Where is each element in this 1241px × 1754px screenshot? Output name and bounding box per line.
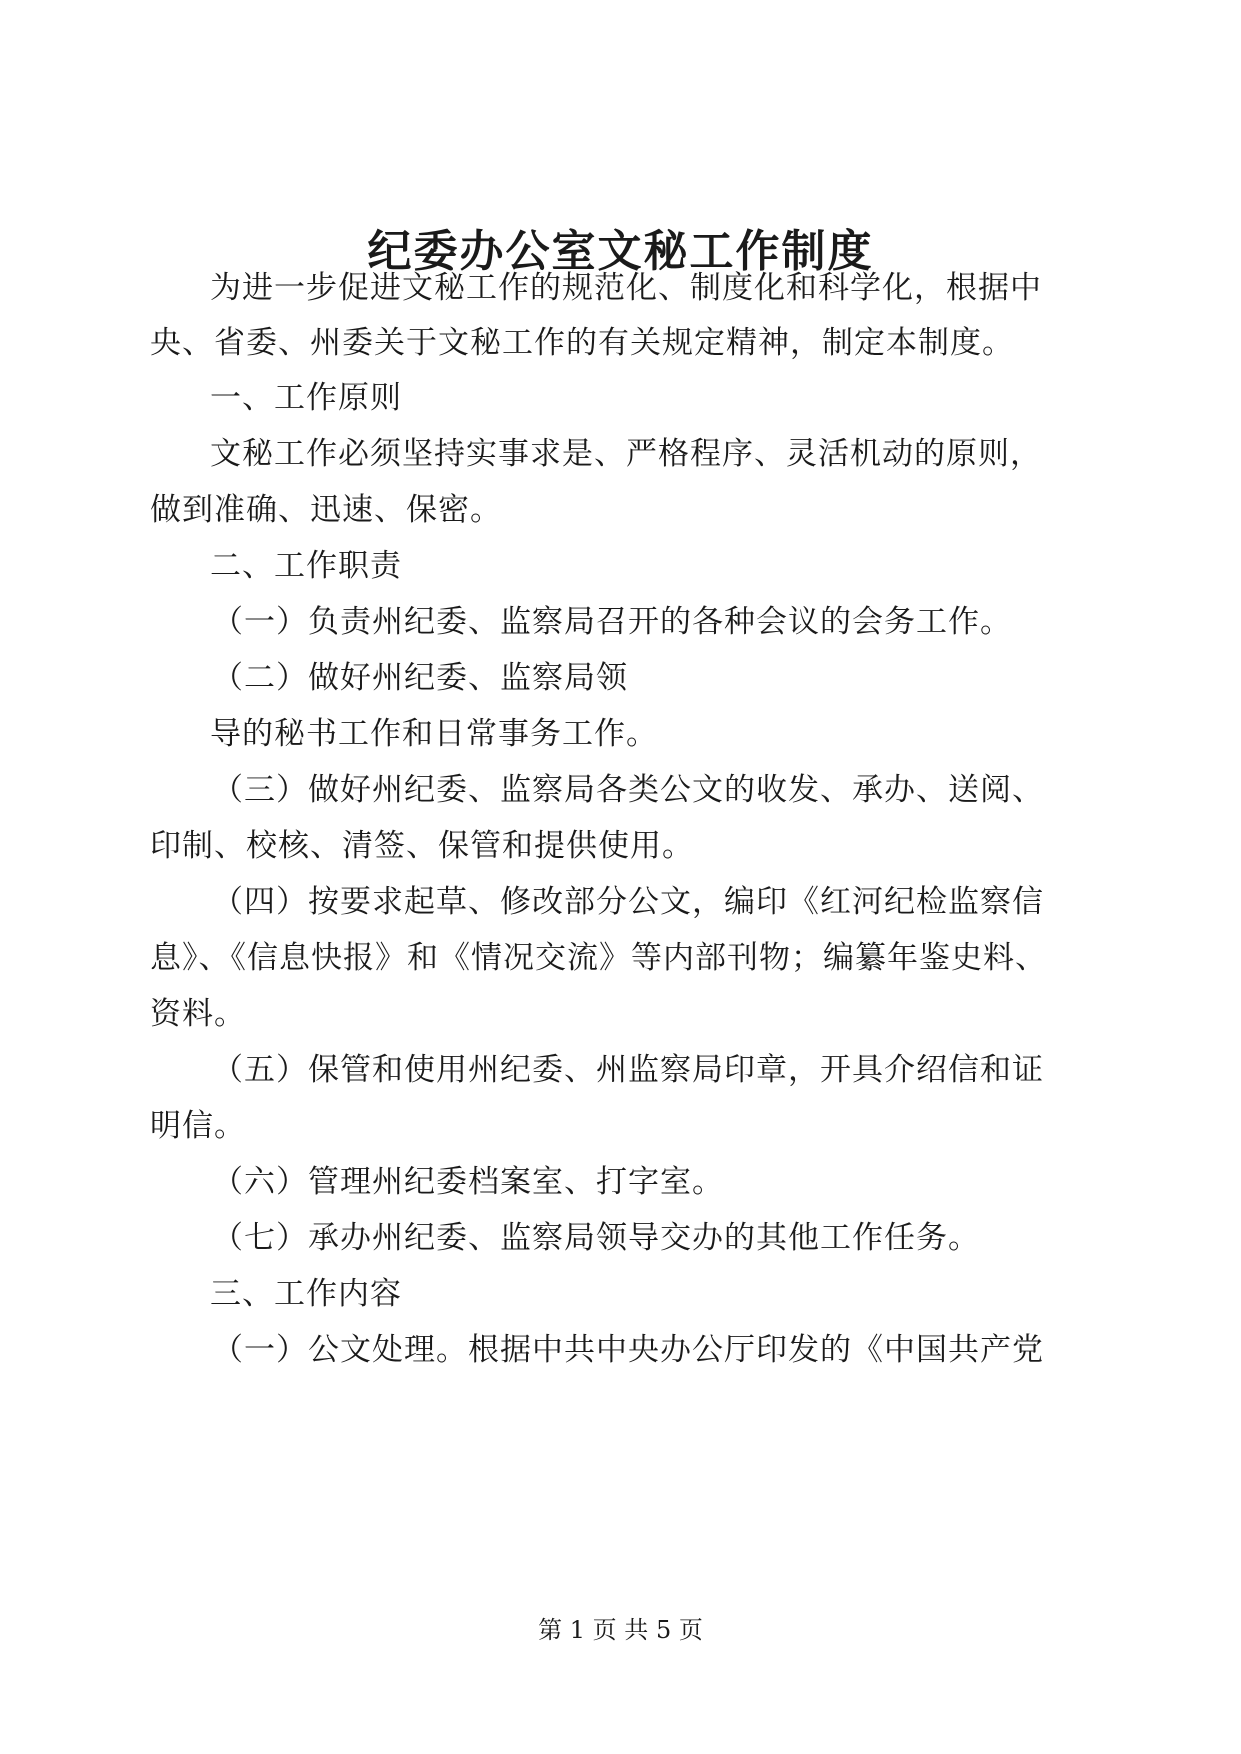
list-item: （一）负责州纪委、监察局召开的各种会议的会务工作。: [212, 604, 1012, 640]
paragraph-line: 央、省委、州委关于文秘工作的有关规定精神，制定本制度。: [150, 325, 1014, 361]
list-item: （六）管理州纪委档案室、打字室。: [212, 1164, 724, 1200]
document-title: 纪委办公室文秘工作制度: [367, 226, 874, 277]
list-item: （一）公文处理。根据中共中央办公厅印发的《中国共产党: [212, 1332, 1044, 1368]
paragraph-line: 明信。: [150, 1108, 246, 1144]
paragraph-line: 为进一步促进文秘工作的规范化、制度化和科学化，根据中: [210, 270, 1042, 306]
paragraph-line: 导的秘书工作和日常事务工作。: [210, 716, 658, 752]
section-heading: 三、工作内容: [210, 1276, 402, 1312]
list-item: （二）做好州纪委、监察局领: [212, 660, 628, 696]
page-number-footer: 第 1 页 共 5 页: [538, 1616, 703, 1644]
paragraph-line: 印制、校核、清签、保管和提供使用。: [150, 828, 694, 864]
paragraph-line: 资料。: [150, 996, 246, 1032]
section-heading: 一、工作原则: [210, 380, 402, 416]
list-item: （四）按要求起草、修改部分公文，编印《红河纪检监察信: [212, 884, 1044, 920]
list-item: （五）保管和使用州纪委、州监察局印章，开具介绍信和证: [212, 1052, 1044, 1088]
paragraph-line: 做到准确、迅速、保密。: [150, 492, 502, 528]
section-heading: 二、工作职责: [210, 548, 402, 584]
list-item: （三）做好州纪委、监察局各类公文的收发、承办、送阅、: [212, 772, 1044, 808]
paragraph-line: 文秘工作必须坚持实事求是、严格程序、灵活机动的原则，: [210, 436, 1042, 472]
paragraph-line: 息》、《信息快报》和《情况交流》等内部刊物；编纂年鉴史料、: [150, 940, 1047, 976]
list-item: （七）承办州纪委、监察局领导交办的其他工作任务。: [212, 1220, 980, 1256]
